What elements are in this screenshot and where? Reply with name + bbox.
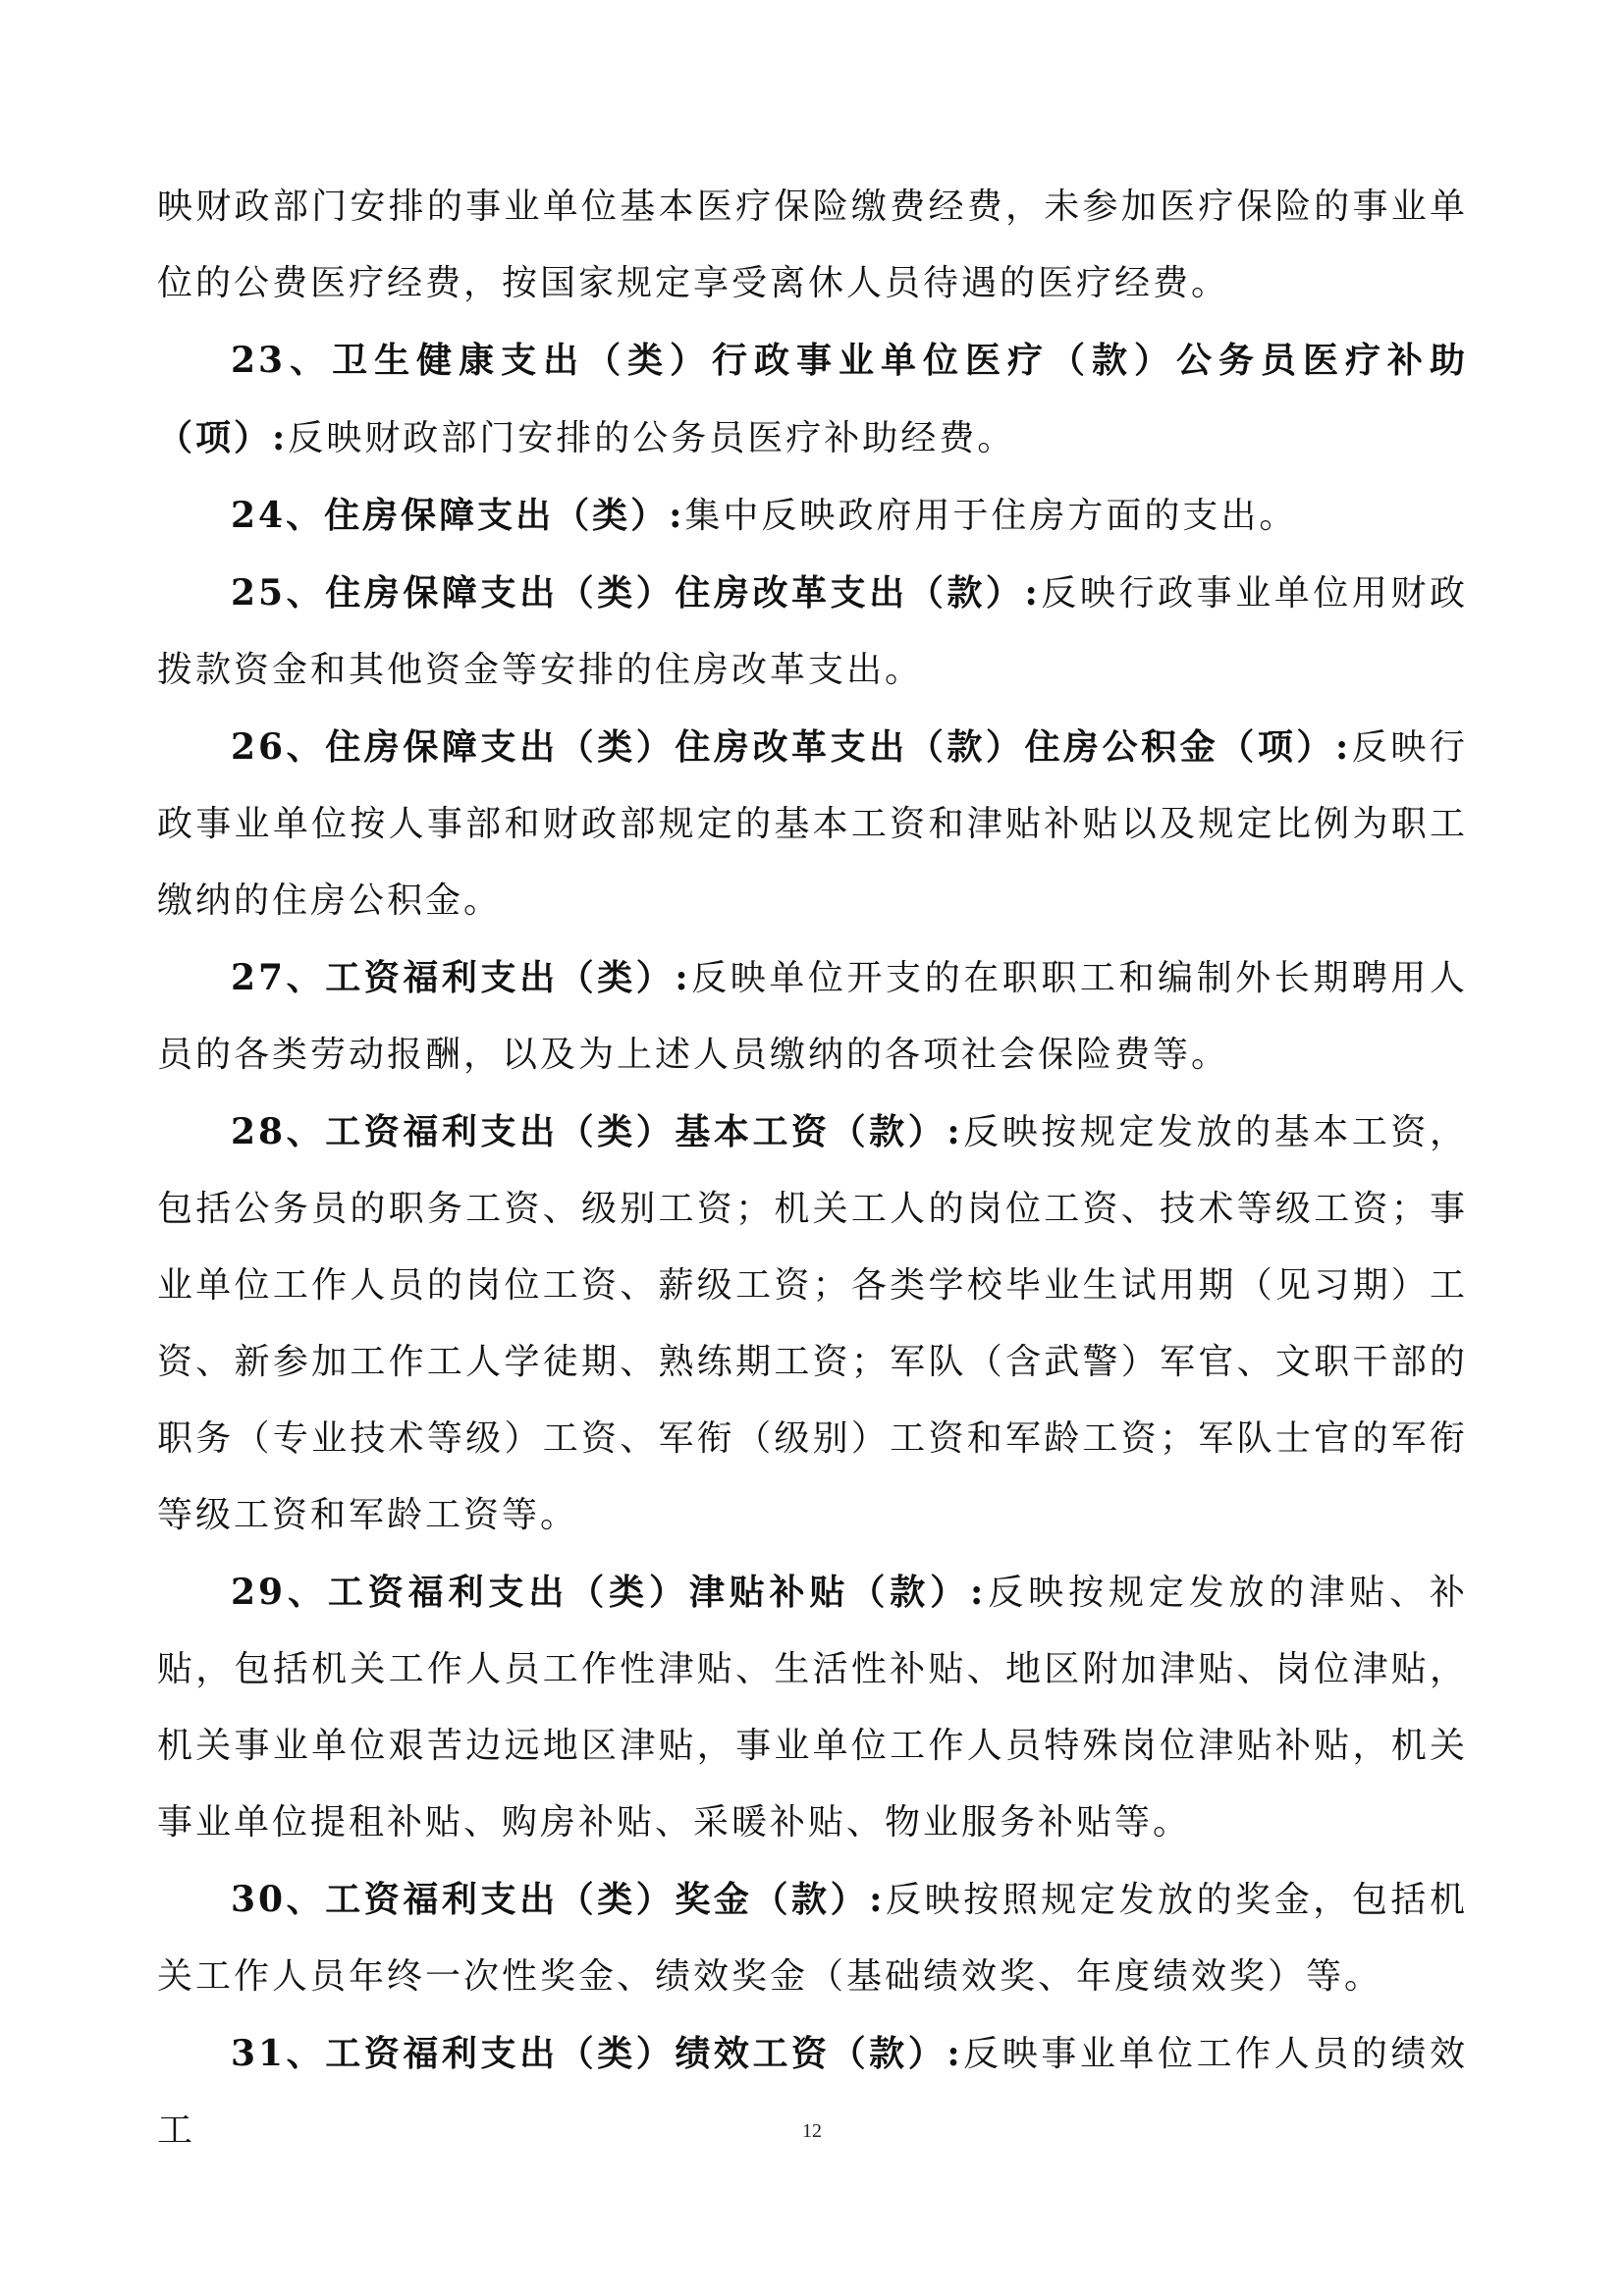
item-text: 反映按规定发放的津贴、补贴，包括机关工作人员工作性津贴、生活性补贴、地区附加津贴、岗位津贴，机关事业单位艰苦边远地区津贴，事业单位工作人员特殊岗位津贴补贴，机关事业单位提租补贴、购房补贴、采暖补贴、物业服务补贴等。: [157, 1573, 1468, 1842]
item-text: 集中反映政府用于住房方面的支出。: [684, 496, 1298, 536]
item-text: 反映按规定发放的基本工资，包括公务员的职务工资、级别工资；机关工人的岗位工资、技术等级工资；事业单位工作人员的岗位工资、薪级工资；各类学校毕业生试用期（见习期）工资、新参加工作工人学徒期、熟练期工资；军队（含武警）军官、文职干部的职务（专业技术等级）工资、军衔（级别）工资和军龄工资；军队士官的军衔等级工资和军龄工资等。: [157, 1112, 1468, 1535]
page-number: 12: [802, 2120, 822, 2142]
item-text: 反映事业单位工作人员的绩效工: [157, 2034, 1468, 2151]
paragraph-item-30: [157, 1861, 1468, 2015]
item-text: 反映单位开支的在职职工和编制外长期聘用人员的各类劳动报酬，以及为上述人员缴纳的各项社会保险费等。: [157, 958, 1468, 1075]
item-text: 反映财政部门安排的公务员医疗补助经费。: [288, 418, 1016, 458]
item-text: 反映按照规定发放的奖金，包括机关工作人员年终一次性奖金、绩效奖金（基础绩效奖、年度绩效奖）等。: [157, 1880, 1468, 1997]
paragraph-continuation: [157, 169, 1468, 322]
paragraph-item-23: [157, 322, 1468, 477]
paragraph-item-25: [157, 555, 1468, 709]
document-body: [157, 169, 1468, 2169]
item-heading: 30、工资福利支出（类）奖金（款）:: [231, 1879, 886, 1920]
item-heading: 24、住房保障支出（类）:: [231, 495, 685, 536]
item-heading: 25、住房保障支出（类）住房改革支出（款）:: [231, 572, 1041, 614]
item-heading: 29、工资福利支出（类）津贴补贴（款）:: [231, 1572, 987, 1613]
paragraph-item-28: [157, 1094, 1468, 1554]
item-heading: 31、工资福利支出（类）绩效工资（款）:: [231, 2033, 963, 2074]
item-text: 反映行政事业单位按人事部和财政部规定的基本工资和津贴补贴以及规定比例为职工缴纳的住房公积金。: [157, 727, 1468, 921]
paragraph-item-29: [157, 1554, 1468, 1861]
item-heading: 23、卫生健康支出（类）行政事业单位医疗（款）公务员医疗补助（项）:: [157, 340, 1468, 458]
paragraph-item-31: [157, 2015, 1468, 2169]
paragraph-text: 映财政部门安排的事业单位基本医疗保险缴费经费，未参加医疗保险的事业单位的公费医疗经费，按国家规定享受离休人员待遇的医疗经费。: [157, 187, 1468, 303]
paragraph-item-27: [157, 939, 1468, 1094]
paragraph-item-26: [157, 709, 1468, 939]
paragraph-item-24: [157, 477, 1468, 555]
item-heading: 27、工资福利支出（类）:: [231, 957, 691, 998]
item-heading: 28、工资福利支出（类）基本工资（款）:: [231, 1111, 963, 1152]
item-text: 反映行政事业单位用财政拨款资金和其他资金等安排的住房改革支出。: [157, 573, 1468, 690]
item-heading: 26、住房保障支出（类）住房改革支出（款）住房公积金（项）:: [231, 726, 1352, 768]
